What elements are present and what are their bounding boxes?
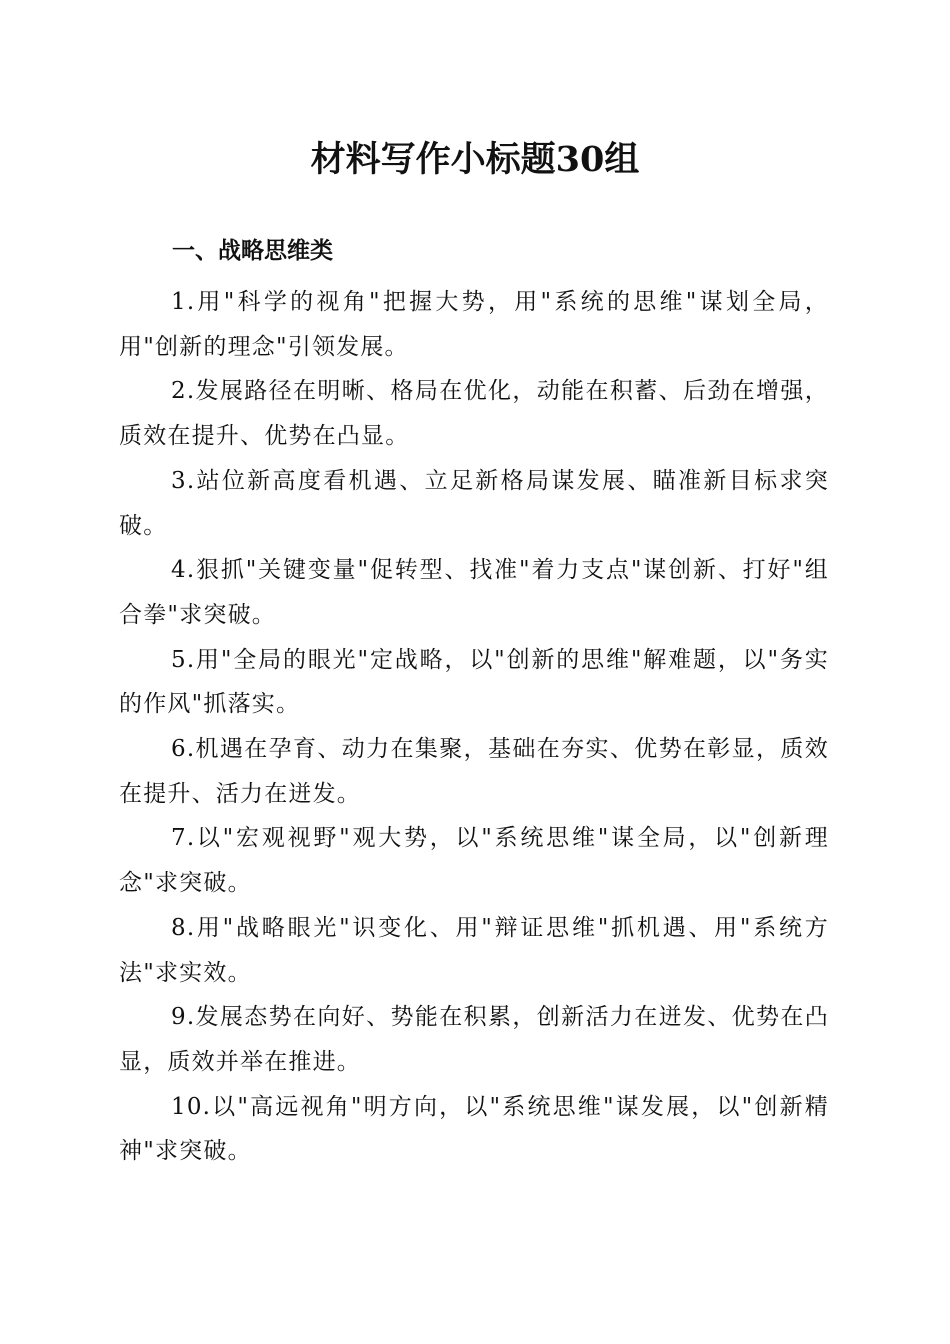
list-item: 6.机遇在孕育、动力在集聚，基础在夯实、优势在彰显，质效在提升、活力在迸发。	[119, 736, 829, 807]
list-item: 5.用"全局的眼光"定战略，以"创新的思维"解难题，以"务实的作风"抓落实。	[119, 646, 829, 718]
list-item: 4.狠抓"关键变量"促转型、找准"着力支点"谋创新、打好"组合拳"求突破。	[119, 557, 829, 628]
list-item: 8.用"战略眼光"识变化、用"辩证思维"抓机遇、用"系统方法"求实效。	[119, 914, 829, 986]
document-title: 材料写作小标题30组	[310, 139, 640, 180]
item-list	[119, 280, 829, 1174]
list-item: 2.发展路径在明晰、格局在优化，动能在积蓄、后劲在增强，质效在提升、优势在凸显。	[119, 378, 829, 450]
list-item: 10.以"高远视角"明方向，以"系统思维"谋发展，以"创新精神"求突破。	[119, 1093, 829, 1165]
section-heading: 一、战略思维类	[172, 238, 333, 264]
list-item: 7.以"宏观视野"观大势，以"系统思维"谋全局，以"创新理念"求突破。	[119, 825, 829, 897]
list-item: 3.站位新高度看机遇、立足新格局谋发展、瞄准新目标求突破。	[119, 467, 829, 539]
list-item: 9.发展态势在向好、势能在积累，创新活力在迸发、优势在凸显，质效并举在推进。	[119, 1004, 829, 1075]
list-item: 1.用"科学的视角"把握大势，用"系统的思维"谋划全局，用"创新的理念"引领发展。	[119, 289, 829, 360]
